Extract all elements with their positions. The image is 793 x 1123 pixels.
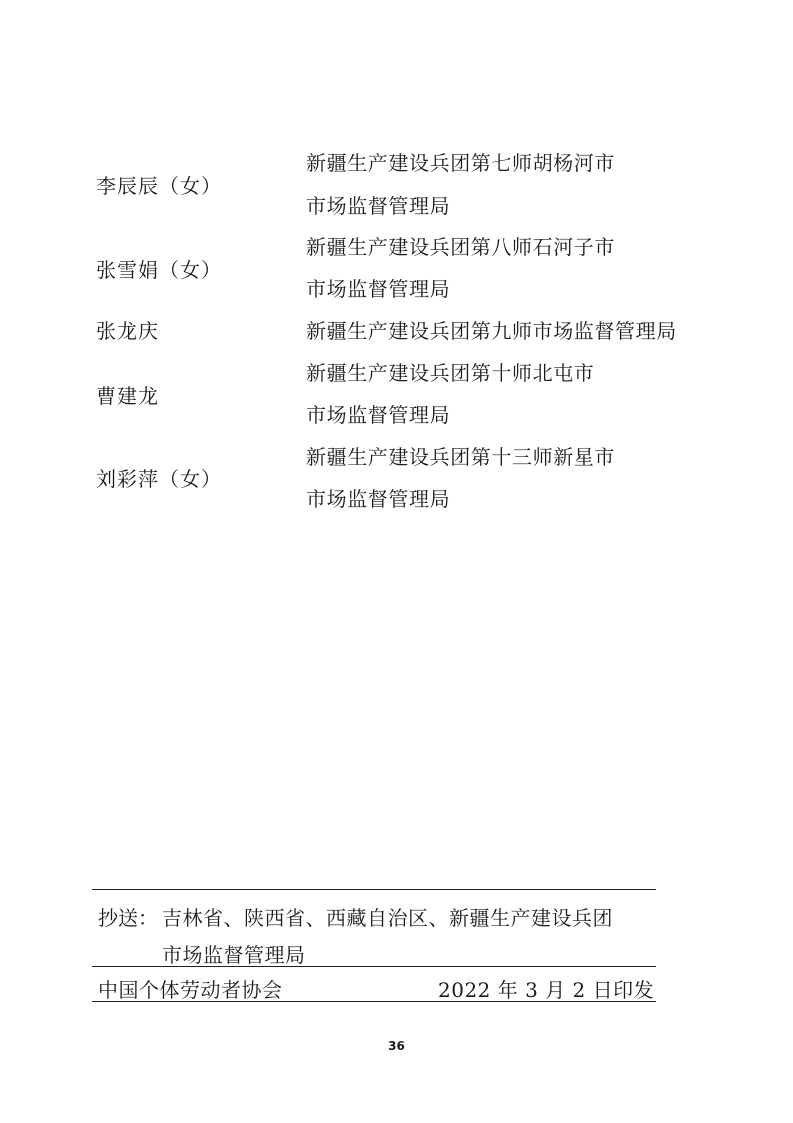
person-name: 张龙庆 — [96, 319, 159, 343]
org-line: 新疆生产建设兵团第十三师新星市 — [306, 445, 615, 469]
org-line: 新疆生产建设兵团第十师北屯市 — [306, 361, 595, 385]
org-line: 新疆生产建设兵团第七师胡杨河市 — [306, 151, 615, 175]
cc-recipients-line: 吉林省、陕西省、西藏自治区、新疆生产建设兵团 — [162, 906, 613, 930]
cc-recipients-line: 市场监督管理局 — [162, 943, 306, 967]
org-line: 市场监督管理局 — [306, 194, 451, 218]
footer-bottom-rule — [92, 1001, 656, 1002]
org-line: 市场监督管理局 — [306, 403, 451, 427]
person-name: 张雪娟（女） — [96, 258, 222, 282]
footer-middle-rule — [92, 966, 656, 967]
org-line: 市场监督管理局 — [306, 277, 451, 301]
person-name: 李辰辰（女） — [96, 174, 222, 198]
org-line: 新疆生产建设兵团第九师市场监督管理局 — [306, 319, 677, 343]
org-line: 新疆生产建设兵团第八师石河子市 — [306, 235, 615, 259]
footer-top-rule — [92, 889, 656, 890]
issuer: 中国个体劳动者协会 — [98, 978, 283, 1002]
page-number: 36 — [388, 1039, 405, 1053]
person-name: 曹建龙 — [96, 384, 159, 408]
person-name: 刘彩萍（女） — [96, 467, 222, 491]
org-line: 市场监督管理局 — [306, 487, 451, 511]
cc-label: 抄送： — [98, 906, 158, 930]
issue-date: 2022 年 3 月 2 日印发 — [438, 978, 655, 1002]
